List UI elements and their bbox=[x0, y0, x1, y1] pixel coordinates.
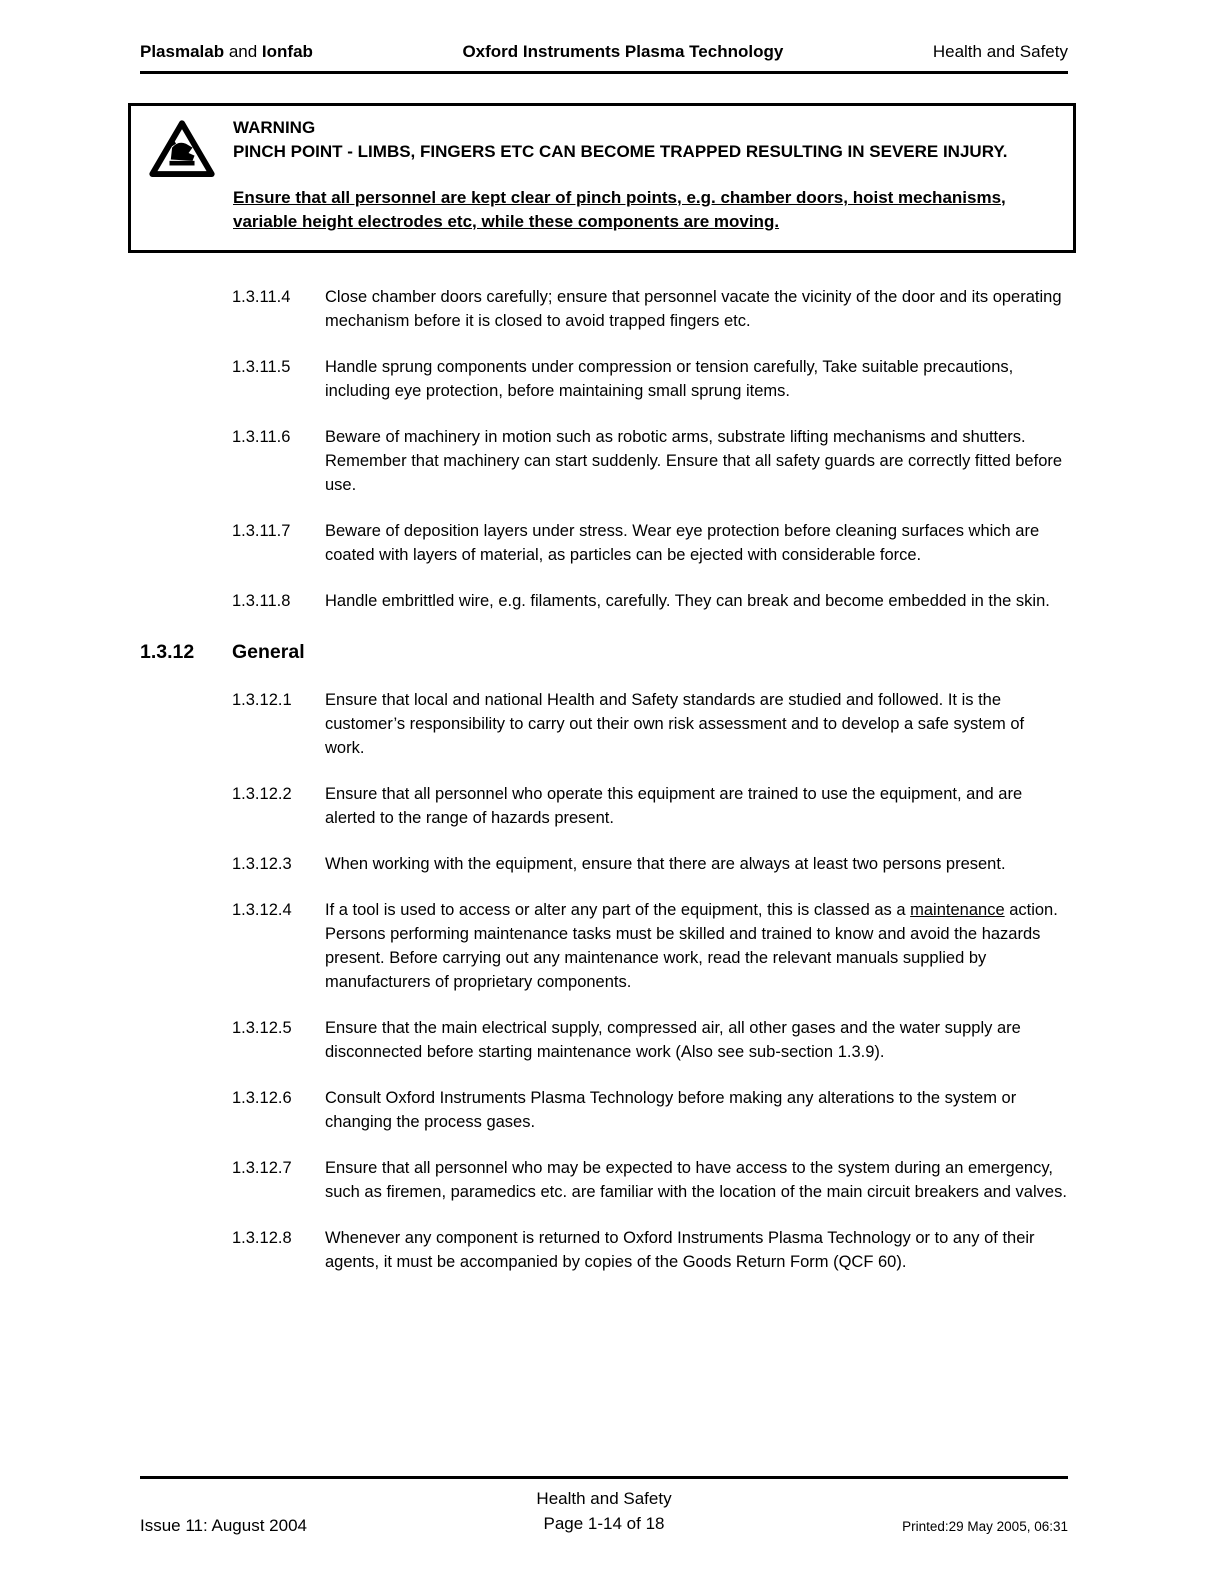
item-text: Ensure that all personnel who may be expected to have access to the system during an emergency, such as firemen, paramedics etc. are familiar with the location of the main circuit breakers and valves. bbox=[325, 1159, 1067, 1201]
list-item bbox=[232, 425, 1076, 497]
list-item bbox=[232, 1086, 1076, 1134]
footer-row bbox=[140, 1486, 1068, 1536]
item-text: Ensure that the main electrical supply, compressed air, all other gases and the water supply are disconnected before starting maintenance work (Also see sub-section 1.3.9). bbox=[325, 1019, 1021, 1061]
warning-instruction: Ensure that all personnel are kept clear of pinch points, e.g. chamber doors, hoist mechanisms, variable height electrodes etc, while these components are moving. bbox=[233, 188, 1006, 231]
item-number: 1.3.12.3 bbox=[232, 855, 292, 873]
item-text: Ensure that local and national Health and Safety standards are studied and followed. It is the customer’s responsibility to carry out their own risk assessment and to develop a safe system of work. bbox=[325, 691, 1025, 757]
page-header bbox=[140, 42, 1068, 74]
item-text: If a tool is used to access or alter any part of the equipment, this is classed as a maintenance action. Persons performing maintenance tasks must be skilled and trained to know and avoid the hazards present. Before carrying out any maintenance work, read the relevant manuals supplied by manufacturers of proprietary components. bbox=[325, 901, 1058, 991]
list-item bbox=[232, 285, 1076, 333]
list-item bbox=[232, 355, 1076, 403]
item-text: Beware of machinery in motion such as robotic arms, substrate lifting mechanisms and shutters. Remember that machinery can start suddenly. Ensure that all safety guards are correctly fitted before use. bbox=[325, 428, 1063, 494]
list-item bbox=[232, 688, 1076, 760]
section-number: 1.3.12 bbox=[140, 641, 195, 663]
item-number: 1.3.11.7 bbox=[232, 522, 291, 540]
footer-doc-title: Health and Safety bbox=[536, 1489, 672, 1508]
list-item bbox=[232, 898, 1076, 994]
section-heading bbox=[140, 641, 1076, 664]
warning-hazard-statement: PINCH POINT - LIMBS, FINGERS ETC CAN BECOME TRAPPED RESULTING IN SEVERE INJURY. bbox=[233, 142, 1008, 161]
item-number: 1.3.12.5 bbox=[232, 1019, 292, 1037]
section-title: General bbox=[232, 641, 305, 663]
pinch-point-hazard-icon bbox=[149, 116, 233, 245]
item-list-1312 bbox=[232, 688, 1076, 1274]
item-list-1311 bbox=[232, 285, 1076, 613]
item-text: Handle sprung components under compression or tension carefully, Take suitable precautions, including eye protection, before maintaining small sprung items. bbox=[325, 358, 1014, 400]
header-left bbox=[140, 42, 313, 62]
footer-center bbox=[536, 1486, 671, 1536]
item-number: 1.3.12.8 bbox=[232, 1229, 292, 1247]
header-company: Oxford Instruments Plasma Technology bbox=[462, 42, 784, 61]
list-item bbox=[232, 1226, 1076, 1274]
footer-page-number: Page 1-14 of 18 bbox=[543, 1514, 665, 1533]
item-number: 1.3.12.4 bbox=[232, 901, 292, 919]
item-text: Close chamber doors carefully; ensure that personnel vacate the vicinity of the door and its operating mechanism before it is closed to avoid trapped fingers etc. bbox=[325, 288, 1062, 330]
item-text: Whenever any component is returned to Oxford Instruments Plasma Technology or to any of their agents, it must be accompanied by copies of the Goods Return Form (QCF 60). bbox=[325, 1229, 1035, 1271]
item-number: 1.3.11.6 bbox=[232, 428, 291, 446]
item-number: 1.3.12.6 bbox=[232, 1089, 292, 1107]
list-item bbox=[232, 1156, 1076, 1204]
item-text: Consult Oxford Instruments Plasma Technology before making any alterations to the system or changing the process gases. bbox=[325, 1089, 1017, 1131]
item-text: When working with the equipment, ensure that there are always at least two persons present. bbox=[325, 855, 1006, 873]
list-item bbox=[232, 589, 1076, 613]
item-number: 1.3.11.5 bbox=[232, 358, 291, 376]
header-brand-plasmalab: Plasmalab bbox=[140, 42, 225, 61]
list-item bbox=[232, 782, 1076, 830]
item-number: 1.3.12.1 bbox=[232, 691, 292, 709]
list-item bbox=[232, 852, 1076, 876]
header-section-title: Health and Safety bbox=[932, 42, 1068, 61]
header-brand-ionfab: Ionfab bbox=[261, 42, 313, 61]
item-text: Beware of deposition layers under stress. Wear eye protection before cleaning surfaces which are coated with layers of material, as particles can be ejected with considerable force. bbox=[325, 522, 1040, 564]
item-number: 1.3.12.2 bbox=[232, 785, 292, 803]
header-joiner: and bbox=[224, 42, 262, 61]
list-item bbox=[232, 1016, 1076, 1064]
warning-box bbox=[128, 103, 1076, 253]
item-text: Handle embrittled wire, e.g. filaments, carefully. They can break and become embedded in the skin. bbox=[325, 592, 1050, 610]
list-item bbox=[232, 519, 1076, 567]
page-footer bbox=[140, 1476, 1068, 1536]
item-number: 1.3.11.8 bbox=[232, 592, 291, 610]
warning-text-block bbox=[233, 116, 1059, 245]
warning-title: WARNING bbox=[233, 118, 316, 137]
footer-printed-timestamp: Printed:29 May 2005, 06:31 bbox=[902, 1519, 1068, 1534]
item-number: 1.3.12.7 bbox=[232, 1159, 292, 1177]
item-number: 1.3.11.4 bbox=[232, 288, 291, 306]
footer-issue: Issue 11: August 2004 bbox=[140, 1516, 307, 1535]
item-text: Ensure that all personnel who operate this equipment are trained to use the equipment, and are alerted to the range of hazards present. bbox=[325, 785, 1023, 827]
page-content bbox=[128, 103, 1076, 1296]
